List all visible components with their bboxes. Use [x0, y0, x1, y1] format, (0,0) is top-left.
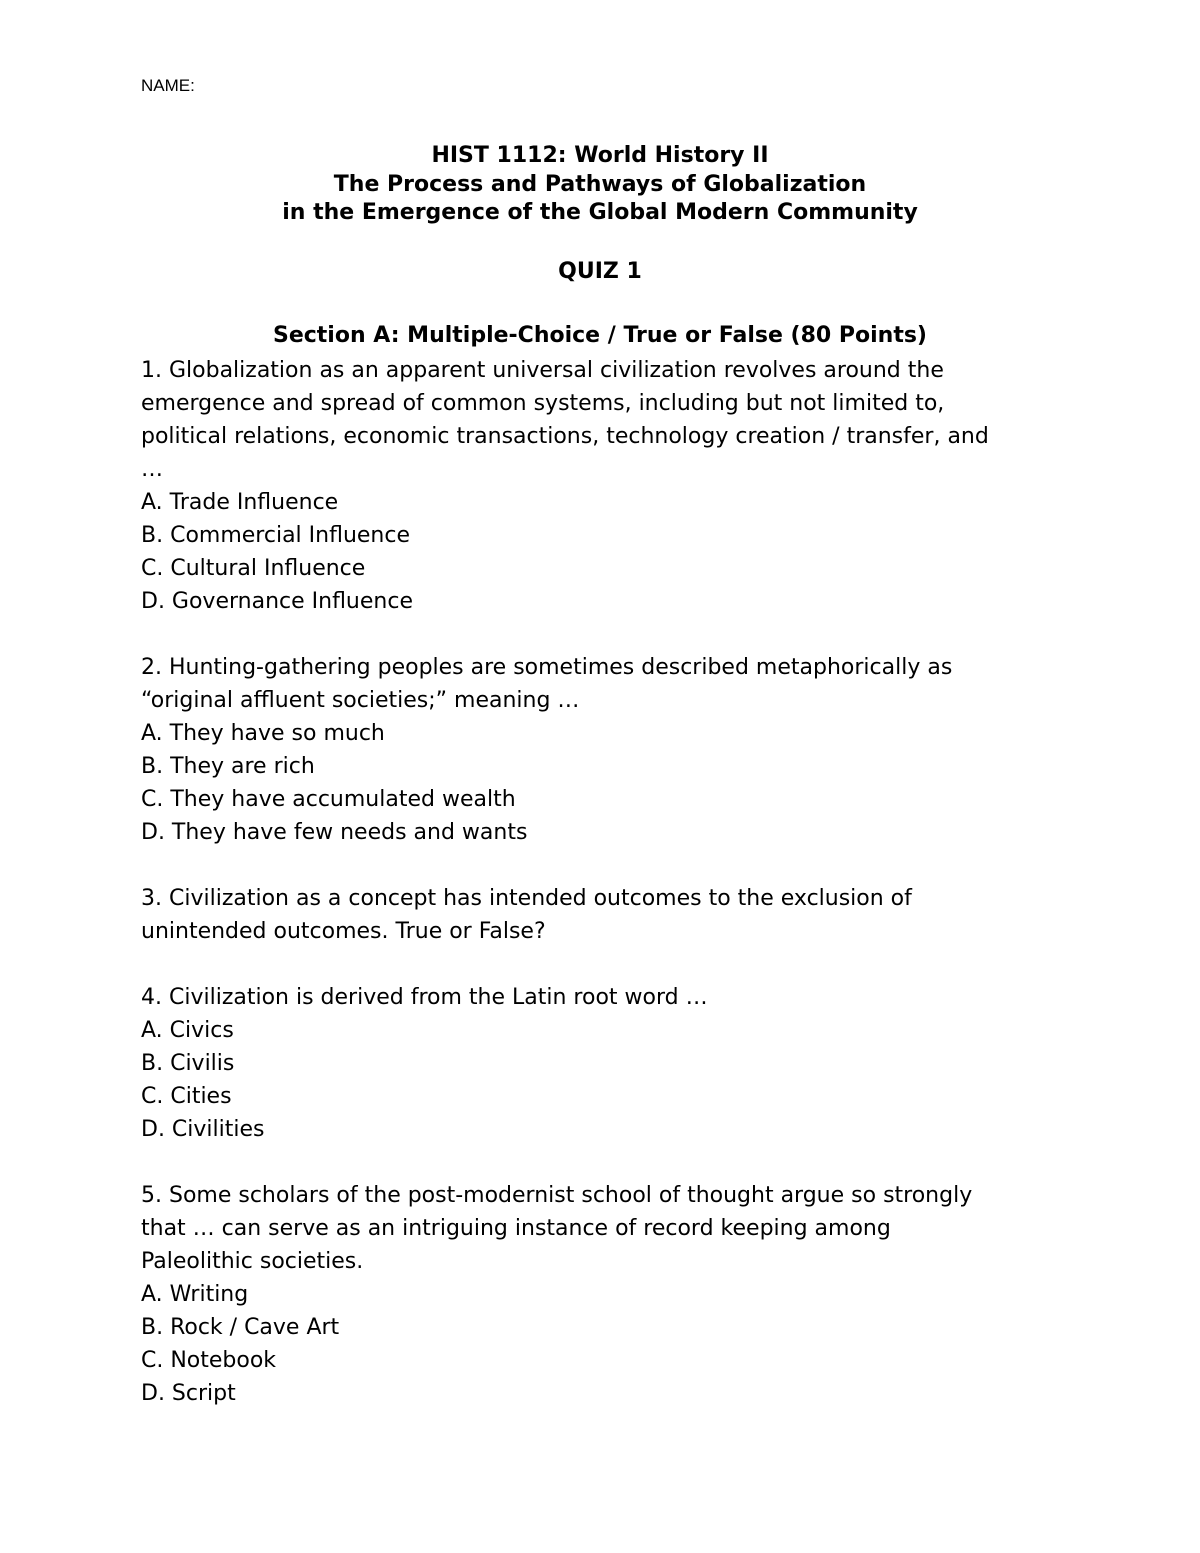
question-4 — [141, 981, 1081, 1146]
answer-option: C. They have accumulated wealth — [141, 787, 516, 812]
course-subtitle-line2: in the Emergence of the Global Modern Community — [282, 200, 918, 225]
answer-option: D. Governance Influence — [141, 589, 413, 614]
question-text: political relations, economic transactions, technology creation / transfer, and — [141, 424, 989, 449]
answer-option: A. They have so much — [141, 721, 385, 746]
question-text: emergence and spread of common systems, including but not limited to, — [141, 391, 945, 416]
question-list — [141, 354, 1081, 1410]
answer-option: D. They have few needs and wants — [141, 820, 528, 845]
question-text: Paleolithic societies. — [141, 1249, 364, 1274]
question-text: 4. Civilization is derived from the Latin root word … — [141, 985, 708, 1010]
answer-option: B. Civilis — [141, 1051, 235, 1076]
answer-option: B. Rock / Cave Art — [141, 1315, 340, 1340]
section-title: Section A: Multiple-Choice / True or False (80 Points) — [272, 323, 927, 348]
answer-option: A. Writing — [141, 1282, 249, 1307]
answer-option: A. Civics — [141, 1018, 234, 1043]
question-text: 5. Some scholars of the post-modernist school of thought argue so strongly — [141, 1183, 973, 1208]
answer-option: C. Cultural Influence — [141, 556, 366, 581]
course-title: HIST 1112: World History II — [431, 143, 769, 168]
question-text: 3. Civilization as a concept has intended outcomes to the exclusion of — [141, 886, 912, 911]
question-1 — [141, 354, 1081, 618]
question-2 — [141, 651, 1081, 849]
answer-option: C. Cities — [141, 1084, 232, 1109]
question-text: … — [141, 457, 163, 482]
question-text: that … can serve as an intriguing instance of record keeping among — [141, 1216, 891, 1241]
quiz-title: QUIZ 1 — [558, 259, 642, 284]
course-subtitle-line1: The Process and Pathways of Globalization — [333, 171, 867, 197]
question-5 — [141, 1179, 1081, 1410]
question-3 — [141, 882, 1081, 948]
answer-option: B. Commercial Influence — [141, 523, 410, 548]
question-text: 2. Hunting-gathering peoples are sometimes described metaphorically as — [141, 655, 953, 680]
answer-option: A. Trade Influence — [141, 490, 339, 515]
answer-option: D. Civilities — [141, 1117, 265, 1142]
course-header — [0, 142, 1200, 228]
question-text: unintended outcomes. True or False? — [141, 919, 546, 944]
answer-option: C. Notebook — [141, 1348, 277, 1373]
question-text: “original affluent societies;” meaning … — [141, 688, 580, 713]
answer-option: B. They are rich — [141, 754, 315, 779]
answer-option: D. Script — [141, 1381, 236, 1406]
name-label: NAME: — [141, 76, 195, 95]
question-text: 1. Globalization as an apparent universal civilization revolves around the — [141, 358, 944, 383]
